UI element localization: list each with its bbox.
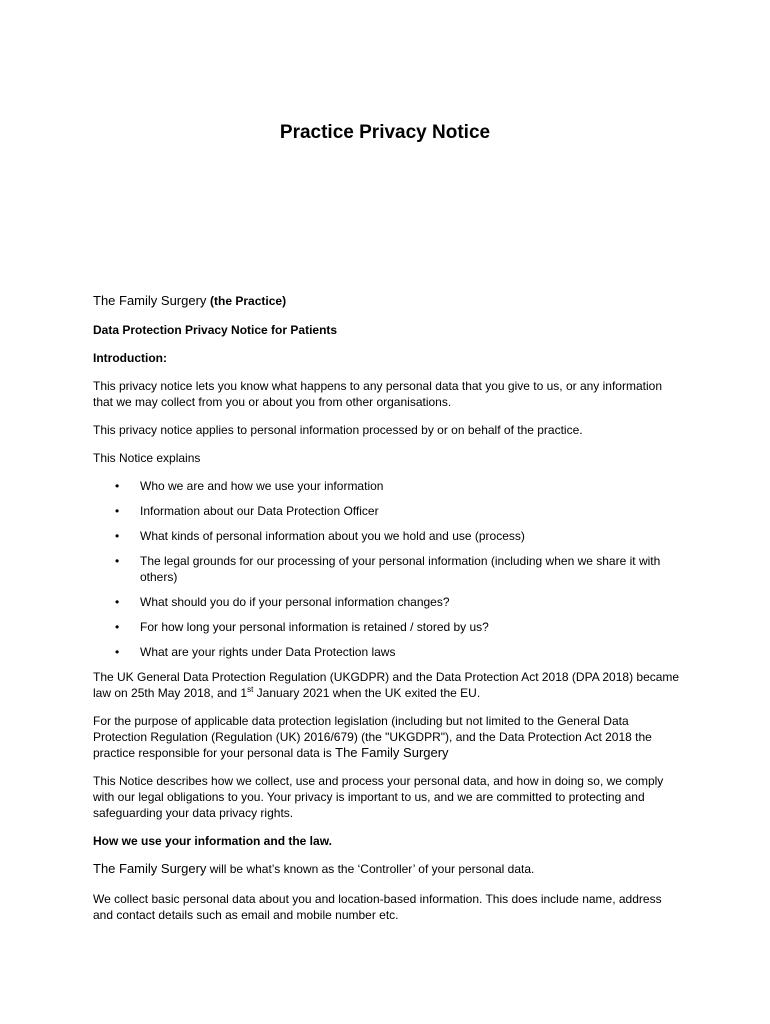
practice-line [93,293,683,309]
bullet-icon: • [115,595,120,609]
how-heading: How we use your information and the law. [93,834,332,848]
intro-paragraph-2: This privacy notice applies to personal information processed by or on behalf of the practice. [93,423,583,437]
controller-paragraph: The Family Surgery will be what’s known as the ‘Controller’ of your personal data. [93,861,535,876]
practice-name: The Family Surgery [93,293,207,308]
explains-label: This Notice explains [93,451,201,465]
bullet-icon: • [115,620,120,634]
list-item: • The legal grounds for our processing of your personal information (including when we share it with others) [115,554,661,584]
bullet-icon: • [115,645,120,659]
practice-name-inline: The Family Surgery [335,745,449,760]
bullet-icon: • [115,479,120,493]
practice-name-controller: The Family Surgery [93,861,207,876]
law-paragraph: The UK General Data Protection Regulation (UKGDPR) and the Data Protection Act 2018 (DPA 2018) became law on 25th May 2018, and 1st January 2021 when the UK exited the EU. [93,670,680,700]
bullet-icon: • [115,529,120,543]
intro-heading: Introduction: [93,351,167,365]
notice-heading: Data Protection Privacy Notice for Patients [93,323,338,337]
page-title: Practice Privacy Notice [279,122,491,143]
describes-paragraph: This Notice describes how we collect, use and process your personal data, and how in doing so, we comply with our legal obligations to you. Your privacy is important to us, and we are committed to protecting and safeguarding your data privacy rights. [93,774,664,820]
purpose-paragraph: For the purpose of applicable data protection legislation (including but not limited to the General Data Protection Regulation (Regulation (UK) 2016/679) (the "UKGDPR"), and the Data Protection Act 2018 the practice responsible for your personal data is The Family Surgery [93,714,652,760]
list-item: • What should you do if your personal information changes? [115,595,450,609]
list-item: • What are your rights under Data Protection laws [115,645,396,659]
document-body [93,293,683,935]
list-item: • What kinds of personal information about you we hold and use (process) [115,529,525,543]
explains-list [93,478,683,660]
collect-paragraph: We collect basic personal data about you and location-based information. This does include name, address and contact details such as email and mobile number etc. [93,892,662,922]
list-item: • For how long your personal information is retained / stored by us? [115,620,489,634]
bullet-icon: • [115,554,120,568]
intro-paragraph-1: This privacy notice lets you know what happens to any personal data that you give to us, or any information that we may collect from you or about you from other organisations. [93,379,662,409]
practice-suffix: (the Practice) [210,294,287,308]
list-item: • Information about our Data Protection Officer [115,504,379,518]
bullet-icon: • [115,504,120,518]
list-item: • Who we are and how we use your information [115,479,384,493]
